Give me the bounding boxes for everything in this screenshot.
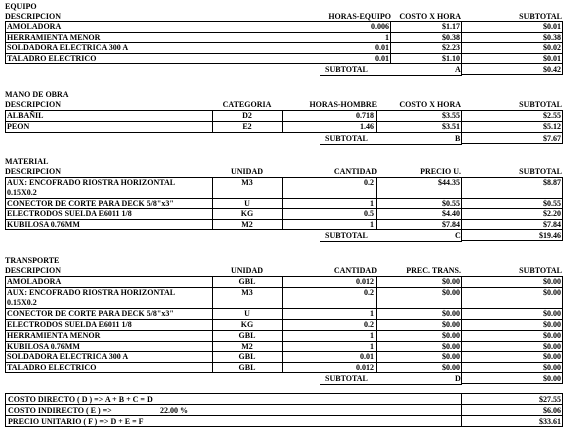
equipo-horas: 0.01 <box>375 54 389 63</box>
table-row: ALBAÑIL <box>7 111 44 120</box>
costo-indirecto-percent: 22.00 % <box>160 406 188 415</box>
equipo-costo: $0.38 <box>442 33 460 42</box>
transporte-prec: $0.00 <box>442 320 460 329</box>
material-subtotal: $2.20 <box>543 209 561 218</box>
material-total: $19.46 <box>539 231 561 240</box>
material-subtotal: $7.84 <box>543 220 561 229</box>
material-precio: $0.55 <box>442 199 460 208</box>
table-row: KUBILOSA 0.76MM <box>7 342 80 351</box>
mano-obra-horas: 1.46 <box>360 122 374 131</box>
transporte-header-cantidad: CANTIDAD <box>333 266 377 275</box>
mano-obra-costo: $3.55 <box>442 111 460 120</box>
mano-obra-header-subtotal: SUBTOTAL <box>519 100 562 109</box>
transporte-unidad: GBL <box>238 352 256 361</box>
equipo-costo: $1.10 <box>442 54 460 63</box>
costo-directo-value: $27.55 <box>539 395 561 404</box>
table-row: TALADRO ELECTRICO <box>7 54 97 63</box>
table-row: CONECTOR DE CORTE PARA DECK 5/8"x3" <box>7 309 174 318</box>
costo-directo-label: COSTO DIRECTO ( D ) => A + B + C = D <box>8 395 153 404</box>
material-header-unidad: UNIDAD <box>231 167 263 176</box>
mano-obra-horas: 0.718 <box>356 111 374 120</box>
transporte-unidad: GBL <box>238 277 256 286</box>
equipo-horas: 1 <box>385 33 389 42</box>
transporte-header-descripcion: DESCRIPCION <box>5 266 62 275</box>
transporte-prec: $0.00 <box>442 352 460 361</box>
material-unidad: M3 <box>241 178 253 187</box>
equipo-header-costo: COSTO X HORA <box>399 12 461 21</box>
transporte-unidad: M2 <box>241 342 253 351</box>
transporte-title: TRANSPORTE <box>5 256 60 265</box>
table-row: HERRAMIENTA MENOR <box>7 33 101 42</box>
equipo-subtotal: $0.38 <box>543 33 561 42</box>
equipo-title: EQUIPO <box>5 2 37 11</box>
table-row: PEON <box>7 122 30 131</box>
table-row: ELECTRODOS SUELDA E6011 1/8 <box>7 320 132 329</box>
transporte-cantidad: 0.012 <box>356 363 374 372</box>
precio-unitario-label: PRECIO UNITARIO ( F ) => D + E = F <box>8 417 144 426</box>
mano-obra-header-descripcion: DESCRIPCION <box>5 100 62 109</box>
material-title: MATERIAL <box>5 157 49 166</box>
equipo-total: $0.42 <box>543 65 561 74</box>
material-header-descripcion: DESCRIPCION <box>5 167 62 176</box>
material-unidad: U <box>244 199 250 208</box>
transporte-prec: $0.00 <box>442 342 460 351</box>
transporte-header-unidad: UNIDAD <box>231 266 263 275</box>
table-row: ELECTRODOS SUELDA E6011 1/8 <box>7 209 132 218</box>
transporte-cantidad: 0.012 <box>356 277 374 286</box>
material-header-precio: PRECIO U. <box>420 167 461 176</box>
transporte-letter: D <box>455 374 461 383</box>
mano-obra-categoria: D2 <box>242 111 252 120</box>
transporte-subtotal: $0.00 <box>543 309 561 318</box>
table-row: AUX: ENCOFRADO RIOSTRA HORIZONTAL <box>7 288 176 297</box>
table-row: CONECTOR DE CORTE PARA DECK 5/8"x3" <box>7 199 174 208</box>
transporte-prec: $0.00 <box>442 331 460 340</box>
mano-obra-letter: B <box>455 134 461 143</box>
equipo-costo: $1.17 <box>442 22 460 31</box>
transporte-cantidad: 1 <box>370 331 374 340</box>
transporte-unidad: M3 <box>241 288 253 297</box>
equipo-costo: $2.23 <box>442 43 460 52</box>
transporte-prec: $0.00 <box>442 363 460 372</box>
equipo-subtotal: $0.01 <box>543 54 561 63</box>
transporte-cantidad: 0.01 <box>360 352 374 361</box>
transporte-header-subtotal: SUBTOTAL <box>519 266 562 275</box>
table-row: KUBILOSA 0.76MM <box>7 220 80 229</box>
equipo-subtotal: $0.01 <box>543 22 561 31</box>
mano-obra-subtotal: $5.12 <box>543 122 561 131</box>
mano-obra-costo: $3.51 <box>442 122 460 131</box>
material-precio: $4.40 <box>442 209 460 218</box>
table-row: HERRAMIENTA MENOR <box>7 331 101 340</box>
equipo-horas: 0.006 <box>371 22 389 31</box>
equipo-header-subtotal: SUBTOTAL <box>519 12 562 21</box>
table-row: TALADRO ELECTRICO <box>7 363 97 372</box>
transporte-header-prec: PREC. TRANS. <box>406 266 461 275</box>
material-header-cantidad: CANTIDAD <box>333 167 377 176</box>
table-row-continuation: 0.15X0.2 <box>7 188 37 197</box>
equipo-letter: A <box>455 65 461 74</box>
mano-obra-subtotal-label: SUBTOTAL <box>325 134 368 143</box>
transporte-subtotal: $0.00 <box>543 320 561 329</box>
mano-obra-total: $7.67 <box>543 134 561 143</box>
transporte-subtotal-label: SUBTOTAL <box>325 374 368 383</box>
material-subtotal-label: SUBTOTAL <box>325 231 368 240</box>
transporte-unidad: GBL <box>238 331 256 340</box>
transporte-subtotal: $0.00 <box>543 363 561 372</box>
equipo-header-descripcion: DESCRIPCION <box>5 12 62 21</box>
transporte-unidad: GBL <box>238 363 256 372</box>
costo-indirecto-label: COSTO INDIRECTO ( E ) => <box>8 406 112 415</box>
material-unidad: KG <box>240 209 254 218</box>
table-row-continuation: 0.15X0.2 <box>7 298 37 307</box>
table-row: SOLDADORA ELECTRICA 300 A <box>7 43 129 52</box>
transporte-subtotal: $0.00 <box>543 288 561 297</box>
table-row: AMOLADORA <box>7 22 62 31</box>
equipo-subtotal: $0.02 <box>543 43 561 52</box>
transporte-cantidad: 0.2 <box>364 320 374 329</box>
transporte-prec: $0.00 <box>442 288 460 297</box>
transporte-subtotal: $0.00 <box>543 342 561 351</box>
material-letter: C <box>455 231 461 240</box>
costo-indirecto-value: $6.06 <box>543 406 561 415</box>
equipo-subtotal-label: SUBTOTAL <box>325 65 368 74</box>
transporte-subtotal: $0.00 <box>543 331 561 340</box>
transporte-prec: $0.00 <box>442 277 460 286</box>
transporte-unidad: KG <box>240 320 254 329</box>
mano-obra-header-horas: HORAS-HOMBRE <box>309 100 377 109</box>
equipo-header-horas: HORAS-EQUIPO <box>328 12 391 21</box>
mano-obra-header-categoria: CATEGORIA <box>222 100 272 109</box>
mano-obra-title: MANO DE OBRA <box>5 90 69 99</box>
transporte-unidad: U <box>244 309 250 318</box>
material-unidad: M2 <box>241 220 253 229</box>
table-row: AMOLADORA <box>7 277 62 286</box>
table-row: SOLDADORA ELECTRICA 300 A <box>7 352 129 361</box>
material-subtotal: $0.55 <box>543 199 561 208</box>
precio-unitario-value: $33.61 <box>539 417 561 426</box>
mano-obra-subtotal: $2.55 <box>543 111 561 120</box>
transporte-total: $0.00 <box>543 374 561 383</box>
material-cantidad: 1 <box>370 199 374 208</box>
material-header-subtotal: SUBTOTAL <box>519 167 562 176</box>
mano-obra-header-costo: COSTO X HORA <box>399 100 461 109</box>
material-subtotal: $8.87 <box>543 178 561 187</box>
material-cantidad: 0.2 <box>364 178 374 187</box>
transporte-cantidad: 1 <box>370 342 374 351</box>
material-cantidad: 0.5 <box>364 209 374 218</box>
table-row: AUX: ENCOFRADO RIOSTRA HORIZONTAL <box>7 178 176 187</box>
transporte-prec: $0.00 <box>442 309 460 318</box>
equipo-horas: 0.01 <box>375 43 389 52</box>
transporte-subtotal: $0.00 <box>543 277 561 286</box>
material-precio: $7.84 <box>442 220 460 229</box>
mano-obra-categoria: E2 <box>242 122 252 131</box>
transporte-cantidad: 0.2 <box>364 288 374 297</box>
transporte-subtotal: $0.00 <box>543 352 561 361</box>
transporte-cantidad: 1 <box>370 309 374 318</box>
material-precio: $44.35 <box>438 178 460 187</box>
material-cantidad: 1 <box>370 220 374 229</box>
